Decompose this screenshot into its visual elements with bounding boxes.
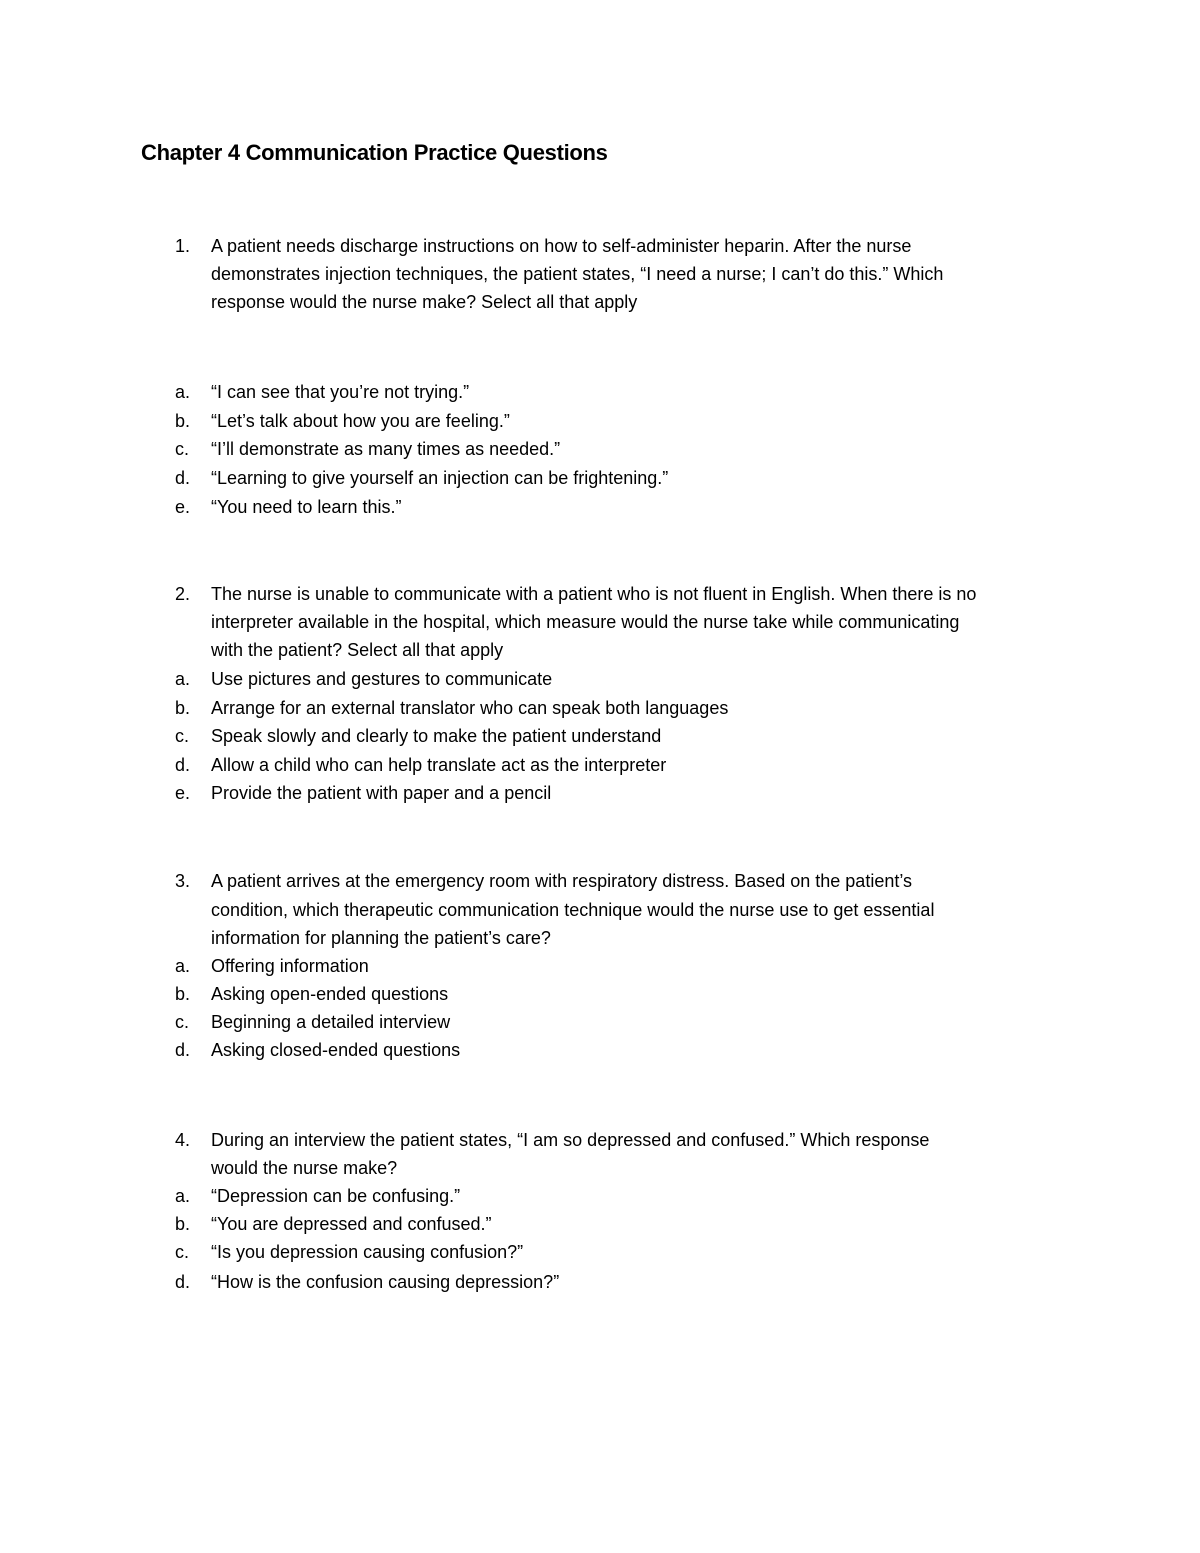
option-letter: e.: [175, 783, 191, 803]
option-text: Offering information: [211, 956, 369, 976]
option-letter: c.: [175, 726, 190, 746]
option-letter: a.: [175, 1186, 191, 1206]
option-text: Asking closed-ended questions: [211, 1040, 461, 1060]
question-stem-line: response would the nurse make? Select all that apply: [211, 292, 638, 312]
option-text: Arrange for an external translator who can speak both languages: [211, 698, 729, 718]
question-number: 4.: [175, 1130, 191, 1150]
option-text: “You are depressed and confused.”: [211, 1214, 492, 1234]
option-text: “Depression can be confusing.”: [211, 1186, 461, 1206]
option-letter: b.: [175, 411, 191, 431]
question-stem-line: A patient arrives at the emergency room with respiratory distress. Based on the patient’s: [211, 871, 913, 891]
option-text: Speak slowly and clearly to make the patient understand: [211, 726, 662, 746]
option-text: Asking open-ended questions: [211, 984, 449, 1004]
option-letter: c.: [175, 1242, 190, 1262]
question-stem-line: information for planning the patient’s care?: [211, 928, 551, 948]
question-stem-line: would the nurse make?: [211, 1158, 398, 1178]
option-text: “Learning to give yourself an injection can be frightening.”: [211, 468, 669, 488]
question-stem-line: During an interview the patient states, “I am so depressed and confused.” Which response: [211, 1130, 930, 1150]
option-letter: e.: [175, 497, 191, 517]
question-number: 1.: [175, 236, 191, 256]
option-letter: c.: [175, 439, 190, 459]
option-letter: a.: [175, 956, 191, 976]
option-letter: b.: [175, 1214, 191, 1234]
option-text: Beginning a detailed interview: [211, 1012, 451, 1032]
option-text: “How is the confusion causing depression?”: [211, 1272, 560, 1292]
question-stem-line: interpreter available in the hospital, which measure would the nurse take while communicating: [211, 612, 960, 632]
question-stem-line: demonstrates injection techniques, the patient states, “I need a nurse; I can’t do this.” Which: [211, 264, 944, 284]
option-letter: d.: [175, 1272, 191, 1292]
question-stem-line: condition, which therapeutic communication technique would the nurse use to get essential: [211, 900, 935, 920]
option-text: “I can see that you’re not trying.”: [211, 382, 470, 402]
option-letter: a.: [175, 669, 191, 689]
option-text: Provide the patient with paper and a pencil: [211, 783, 552, 803]
option-text: “I’ll demonstrate as many times as needed.”: [211, 439, 561, 459]
option-letter: b.: [175, 698, 191, 718]
question-stem-line: with the patient? Select all that apply: [211, 640, 504, 660]
option-letter: d.: [175, 1040, 191, 1060]
question-stem-line: A patient needs discharge instructions on how to self-administer heparin. After the nurse: [211, 236, 912, 256]
option-letter: b.: [175, 984, 191, 1004]
option-text: “Is you depression causing confusion?”: [211, 1242, 524, 1262]
document-title: Chapter 4 Communication Practice Questions: [141, 140, 608, 165]
question-stem-line: The nurse is unable to communicate with a patient who is not fluent in English. When there is no: [211, 584, 977, 604]
option-text: Allow a child who can help translate act as the interpreter: [211, 755, 667, 775]
option-letter: d.: [175, 468, 191, 488]
option-letter: a.: [175, 382, 191, 402]
option-text: Use pictures and gestures to communicate: [211, 669, 553, 689]
option-text: “You need to learn this.”: [211, 497, 402, 517]
question-number: 3.: [175, 871, 191, 891]
option-letter: c.: [175, 1012, 190, 1032]
question-number: 2.: [175, 584, 191, 604]
option-letter: d.: [175, 755, 191, 775]
option-text: “Let’s talk about how you are feeling.”: [211, 411, 510, 431]
